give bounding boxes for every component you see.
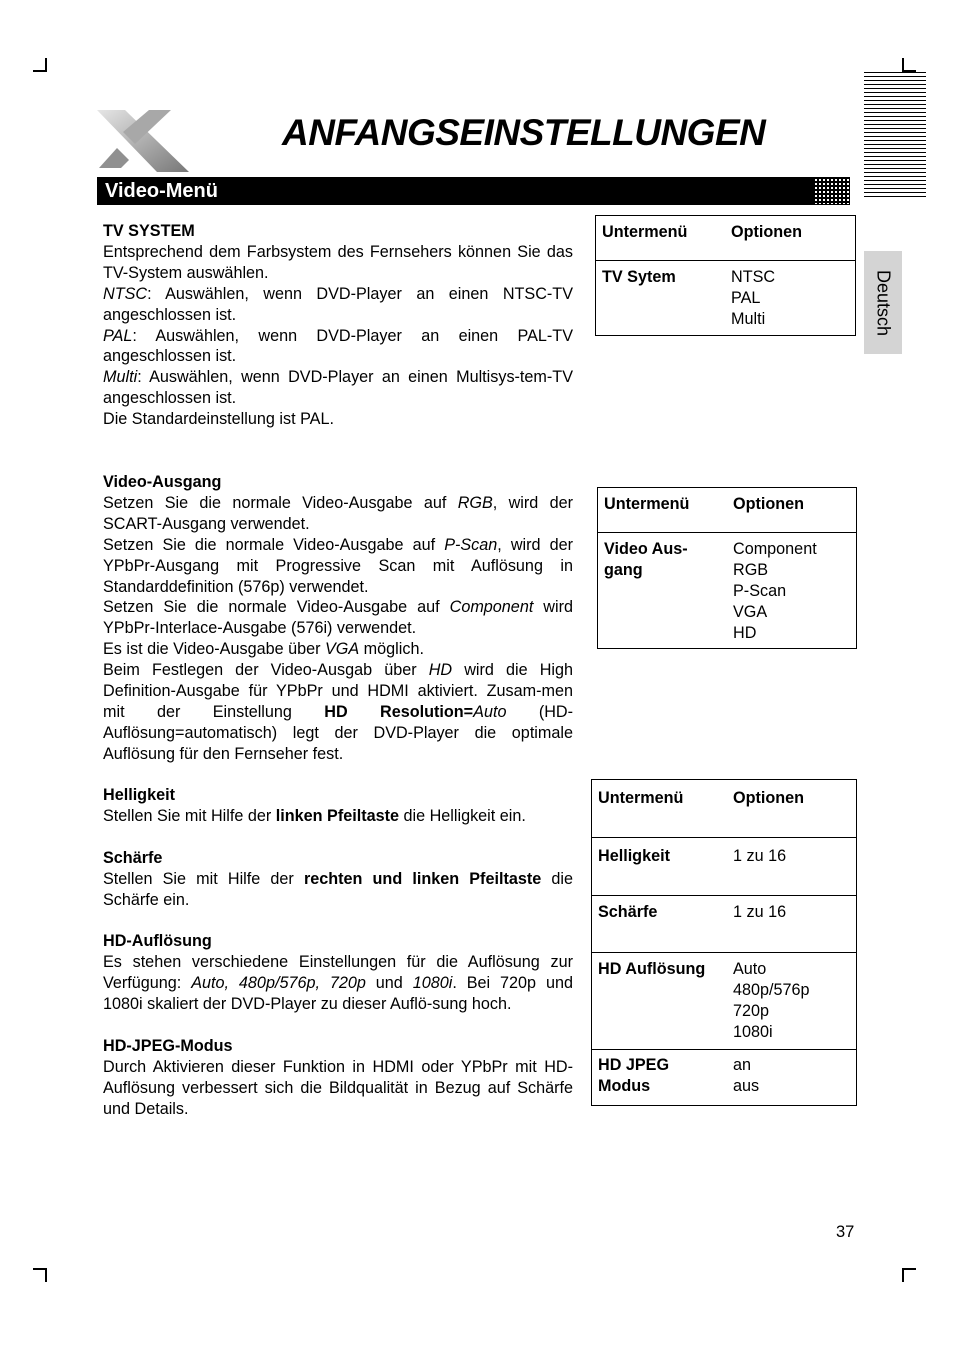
video-out-heading: Video-Ausgang <box>103 473 222 491</box>
tv-system-intro: Entsprechend dem Farbsystem des Fernsehers können Sie das TV-System auswählen. <box>103 242 573 282</box>
crop-mark-top-right <box>902 58 916 72</box>
table-header-row: Untermenü Optionen <box>604 495 805 513</box>
tv-system-multi: Multi: Auswählen, wenn DVD-Player an einen Multisys-tem-TV angeschlossen ist. <box>103 368 573 408</box>
table-header-row: Untermenü Optionen <box>598 789 805 807</box>
sharpness-heading: Schärfe <box>103 848 163 867</box>
section-title: Video-Menü <box>105 180 218 202</box>
table-row: Video Aus- gang Component RGB P-Scan VGA HD <box>598 532 856 648</box>
tv-system-table <box>595 215 856 336</box>
video-out-table <box>597 487 857 649</box>
tv-system-pal: PAL: Auswählen, wenn DVD-Player an einen PAL-TV angeschlossen ist. <box>103 326 573 366</box>
page-number: 37 <box>836 1223 855 1241</box>
hd-res-text: Es stehen verschiedene Einstellungen für die Auflösung zur Verfügung: Auto, 480p/576p, 720p und 1080i. Bei 720p und 1080i skaliert der DVD-Player zu dieser Auflö-sung hoch. <box>103 953 573 1014</box>
table-row: HD Auflösung Auto 480p/576p 720p 1080i <box>592 952 856 1049</box>
table-row: Schärfe 1 zu 16 <box>592 895 856 952</box>
language-tab <box>864 251 902 354</box>
hd-res-heading: HD-Auflösung <box>103 932 212 951</box>
video-out-component: Setzen Sie die normale Video-Ausgabe auf Component wird YPbPr-Interlace-Ausgabe (576i) verwendet. <box>103 598 573 638</box>
page-title: ANFANGSEINSTELLUNGEN <box>282 112 766 153</box>
language-tab-label: Deutsch <box>873 269 894 336</box>
hd-jpeg-text: Durch Aktivieren dieser Funktion in HDMI oder YPbPr mit HD-Auflösung verbessert sich die Bildqualität in Bezug auf Schärfe und Details. <box>103 1057 573 1118</box>
picture-table <box>591 779 857 1106</box>
table-row: Helligkeit 1 zu 16 <box>592 837 856 895</box>
video-out-section <box>103 472 573 765</box>
language-stripe-pattern <box>864 72 926 200</box>
brightness-text: Stellen Sie mit Hilfe der linken Pfeiltaste die Helligkeit ein. <box>103 806 526 825</box>
crop-mark-top-left <box>33 58 47 72</box>
video-out-rgb: Setzen Sie die normale Video-Ausgabe auf RGB, wird der SCART-Ausgang verwendet. <box>103 493 573 533</box>
crop-mark-bottom-right <box>902 1268 916 1282</box>
section-header-bar <box>97 177 850 205</box>
tv-system-section <box>103 221 573 430</box>
video-out-vga: Es ist die Video-Ausgabe über VGA möglich. <box>103 640 424 659</box>
hd-jpeg-heading: HD-JPEG-Modus <box>103 1036 233 1055</box>
brand-logo <box>95 108 191 174</box>
tv-system-ntsc: NTSC: Auswählen, wenn DVD-Player an einen NTSC-TV angeschlossen ist. <box>103 284 573 324</box>
header-dot-pattern <box>814 178 849 204</box>
tv-system-heading: TV SYSTEM <box>103 222 195 240</box>
brightness-heading: Helligkeit <box>103 786 175 804</box>
crop-mark-bottom-left <box>33 1268 47 1282</box>
table-row: HD JPEG Modus an aus <box>592 1049 856 1105</box>
sharpness-text: Stellen Sie mit Hilfe der rechten und linken Pfeiltaste die Schärfe ein. <box>103 869 573 909</box>
picture-section <box>103 785 573 1119</box>
video-out-hd: Beim Festlegen der Video-Ausgab über HD wird die High Definition-Ausgabe für YPbPr und HDMI aktiviert. Zusam-men mit der Einstellung HD Resolution=Auto (HD-Auflösung=automatisch) legt der DVD-Player die optimale Auflösung für den Fernseher fest. <box>103 661 573 763</box>
table-header-row: Untermenü Optionen <box>602 223 803 241</box>
video-out-pscan: Setzen Sie die normale Video-Ausgabe auf P-Scan, wird der YPbPr-Ausgang mit Progressive Scan mit Auflösung in Standarddefinition (576p) verwendet. <box>103 535 573 596</box>
tv-system-default: Die Standardeinstellung ist PAL. <box>103 410 334 429</box>
table-row: TV Sytem NTSC PAL Multi <box>596 260 855 335</box>
